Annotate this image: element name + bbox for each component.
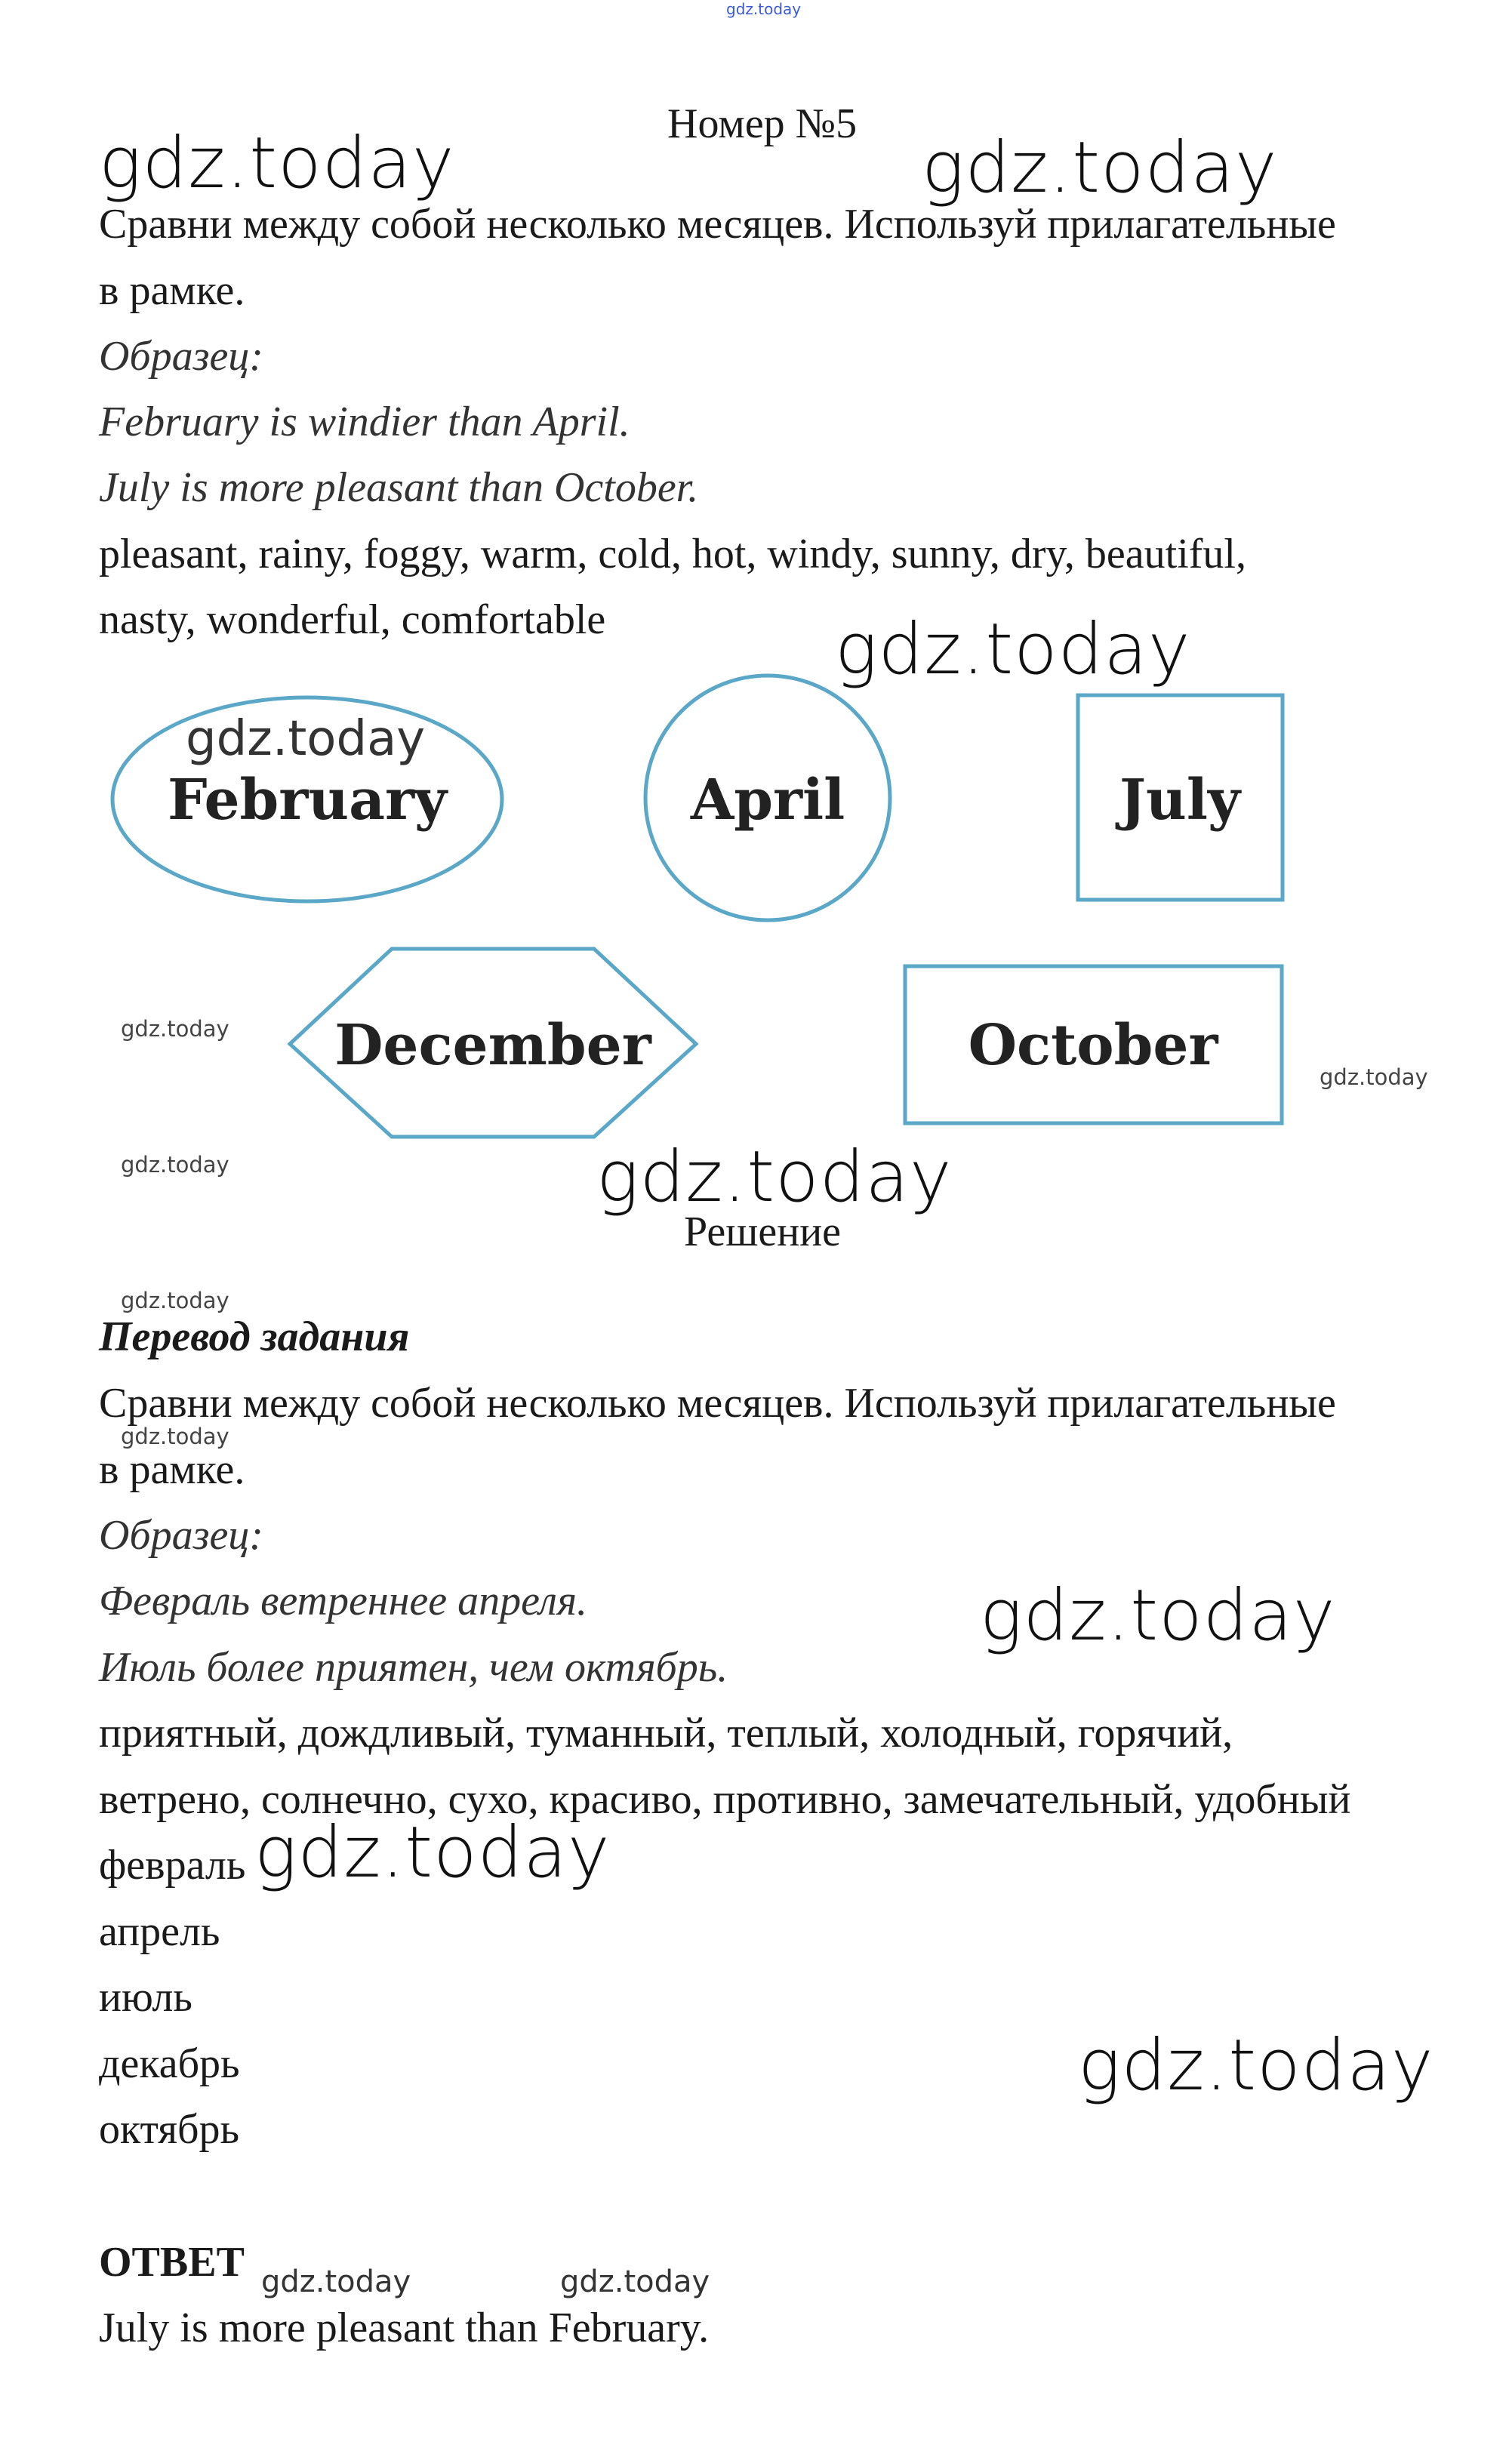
task-instruction-line2: в рамке. [99, 267, 245, 314]
watermark-small: gdz.today [261, 2265, 411, 2299]
month-translation: декабрь [99, 2040, 240, 2087]
svg-text:October: October [968, 1013, 1218, 1078]
month-translation: февраль [99, 1842, 246, 1889]
translation-instruction-line2: в рамке. [99, 1446, 245, 1493]
translation-instruction-line1: Сравни между собой несколько месяцев. Используй прилагательные [99, 1380, 1336, 1427]
month-translation: октябрь [99, 2106, 239, 2153]
february-ellipse [112, 697, 502, 901]
translation-sample-label: Образец: [99, 1512, 263, 1559]
watermark-small: gdz.today [560, 2265, 710, 2299]
page-title: Номер №5 [667, 100, 858, 147]
translation-heading: Перевод задания [99, 1313, 410, 1360]
answer-text: July is more pleasant than February. [99, 2305, 710, 2351]
month-translation: апрель [99, 1908, 220, 1955]
december-hexagon [290, 949, 696, 1137]
sample-label: Образец: [99, 333, 263, 380]
translation-adjectives-line1: приятный, дождливый, туманный, теплый, холодный, горячий, [99, 1710, 1233, 1757]
watermark-top: gdz.today [726, 0, 802, 18]
month-shapes [0, 0, 1512, 1178]
adjectives-line1: pleasant, rainy, foggy, warm, cold, hot, windy, sunny, dry, beautiful, [99, 531, 1246, 577]
watermark: gdz.today [596, 1136, 953, 1218]
solution-heading: Решение [684, 1208, 842, 1255]
translation-sample-1: Февраль ветреннее апреля. [99, 1578, 588, 1624]
answer-heading: ОТВЕТ [99, 2239, 245, 2286]
watermark-small: gdz.today [121, 1288, 229, 1313]
watermark-small: gdz.today [1320, 1064, 1428, 1090]
svg-text:April: April [690, 768, 845, 833]
svg-text:December: December [334, 1013, 651, 1078]
sample-sentence-1: February is windier than April. [99, 399, 630, 445]
watermark: gdz.today [99, 122, 455, 205]
watermark: gdz.today [922, 127, 1278, 209]
october-rectangle [905, 966, 1282, 1123]
svg-text:July: July [1119, 768, 1240, 833]
translation-sample-2: Июль более приятен, чем октябрь. [99, 1644, 728, 1691]
svg-text:February: February [167, 768, 448, 833]
watermark-small: gdz.today [121, 1424, 229, 1449]
watermark-small: gdz.today [121, 1152, 229, 1178]
watermark: gdz.today [254, 1812, 611, 1894]
watermark-small: gdz.today [121, 1016, 229, 1042]
april-circle [645, 676, 890, 920]
sample-sentence-2: July is more pleasant than October. [99, 464, 699, 511]
watermark: gdz.today [835, 608, 1191, 691]
watermark: gdz.today [980, 1575, 1336, 1657]
watermark: gdz.today [1078, 2024, 1434, 2107]
task-instruction-line1: Сравни между собой несколько месяцев. Используй прилагательные [99, 201, 1336, 248]
adjectives-line2: nasty, wonderful, comfortable [99, 596, 606, 643]
month-translation: июль [99, 1974, 192, 2021]
translation-adjectives-line2: ветрено, солнечно, сухо, красиво, противно, замечательный, удобный [99, 1776, 1351, 1823]
july-square [1078, 695, 1283, 900]
watermark: gdz.today [186, 711, 426, 767]
